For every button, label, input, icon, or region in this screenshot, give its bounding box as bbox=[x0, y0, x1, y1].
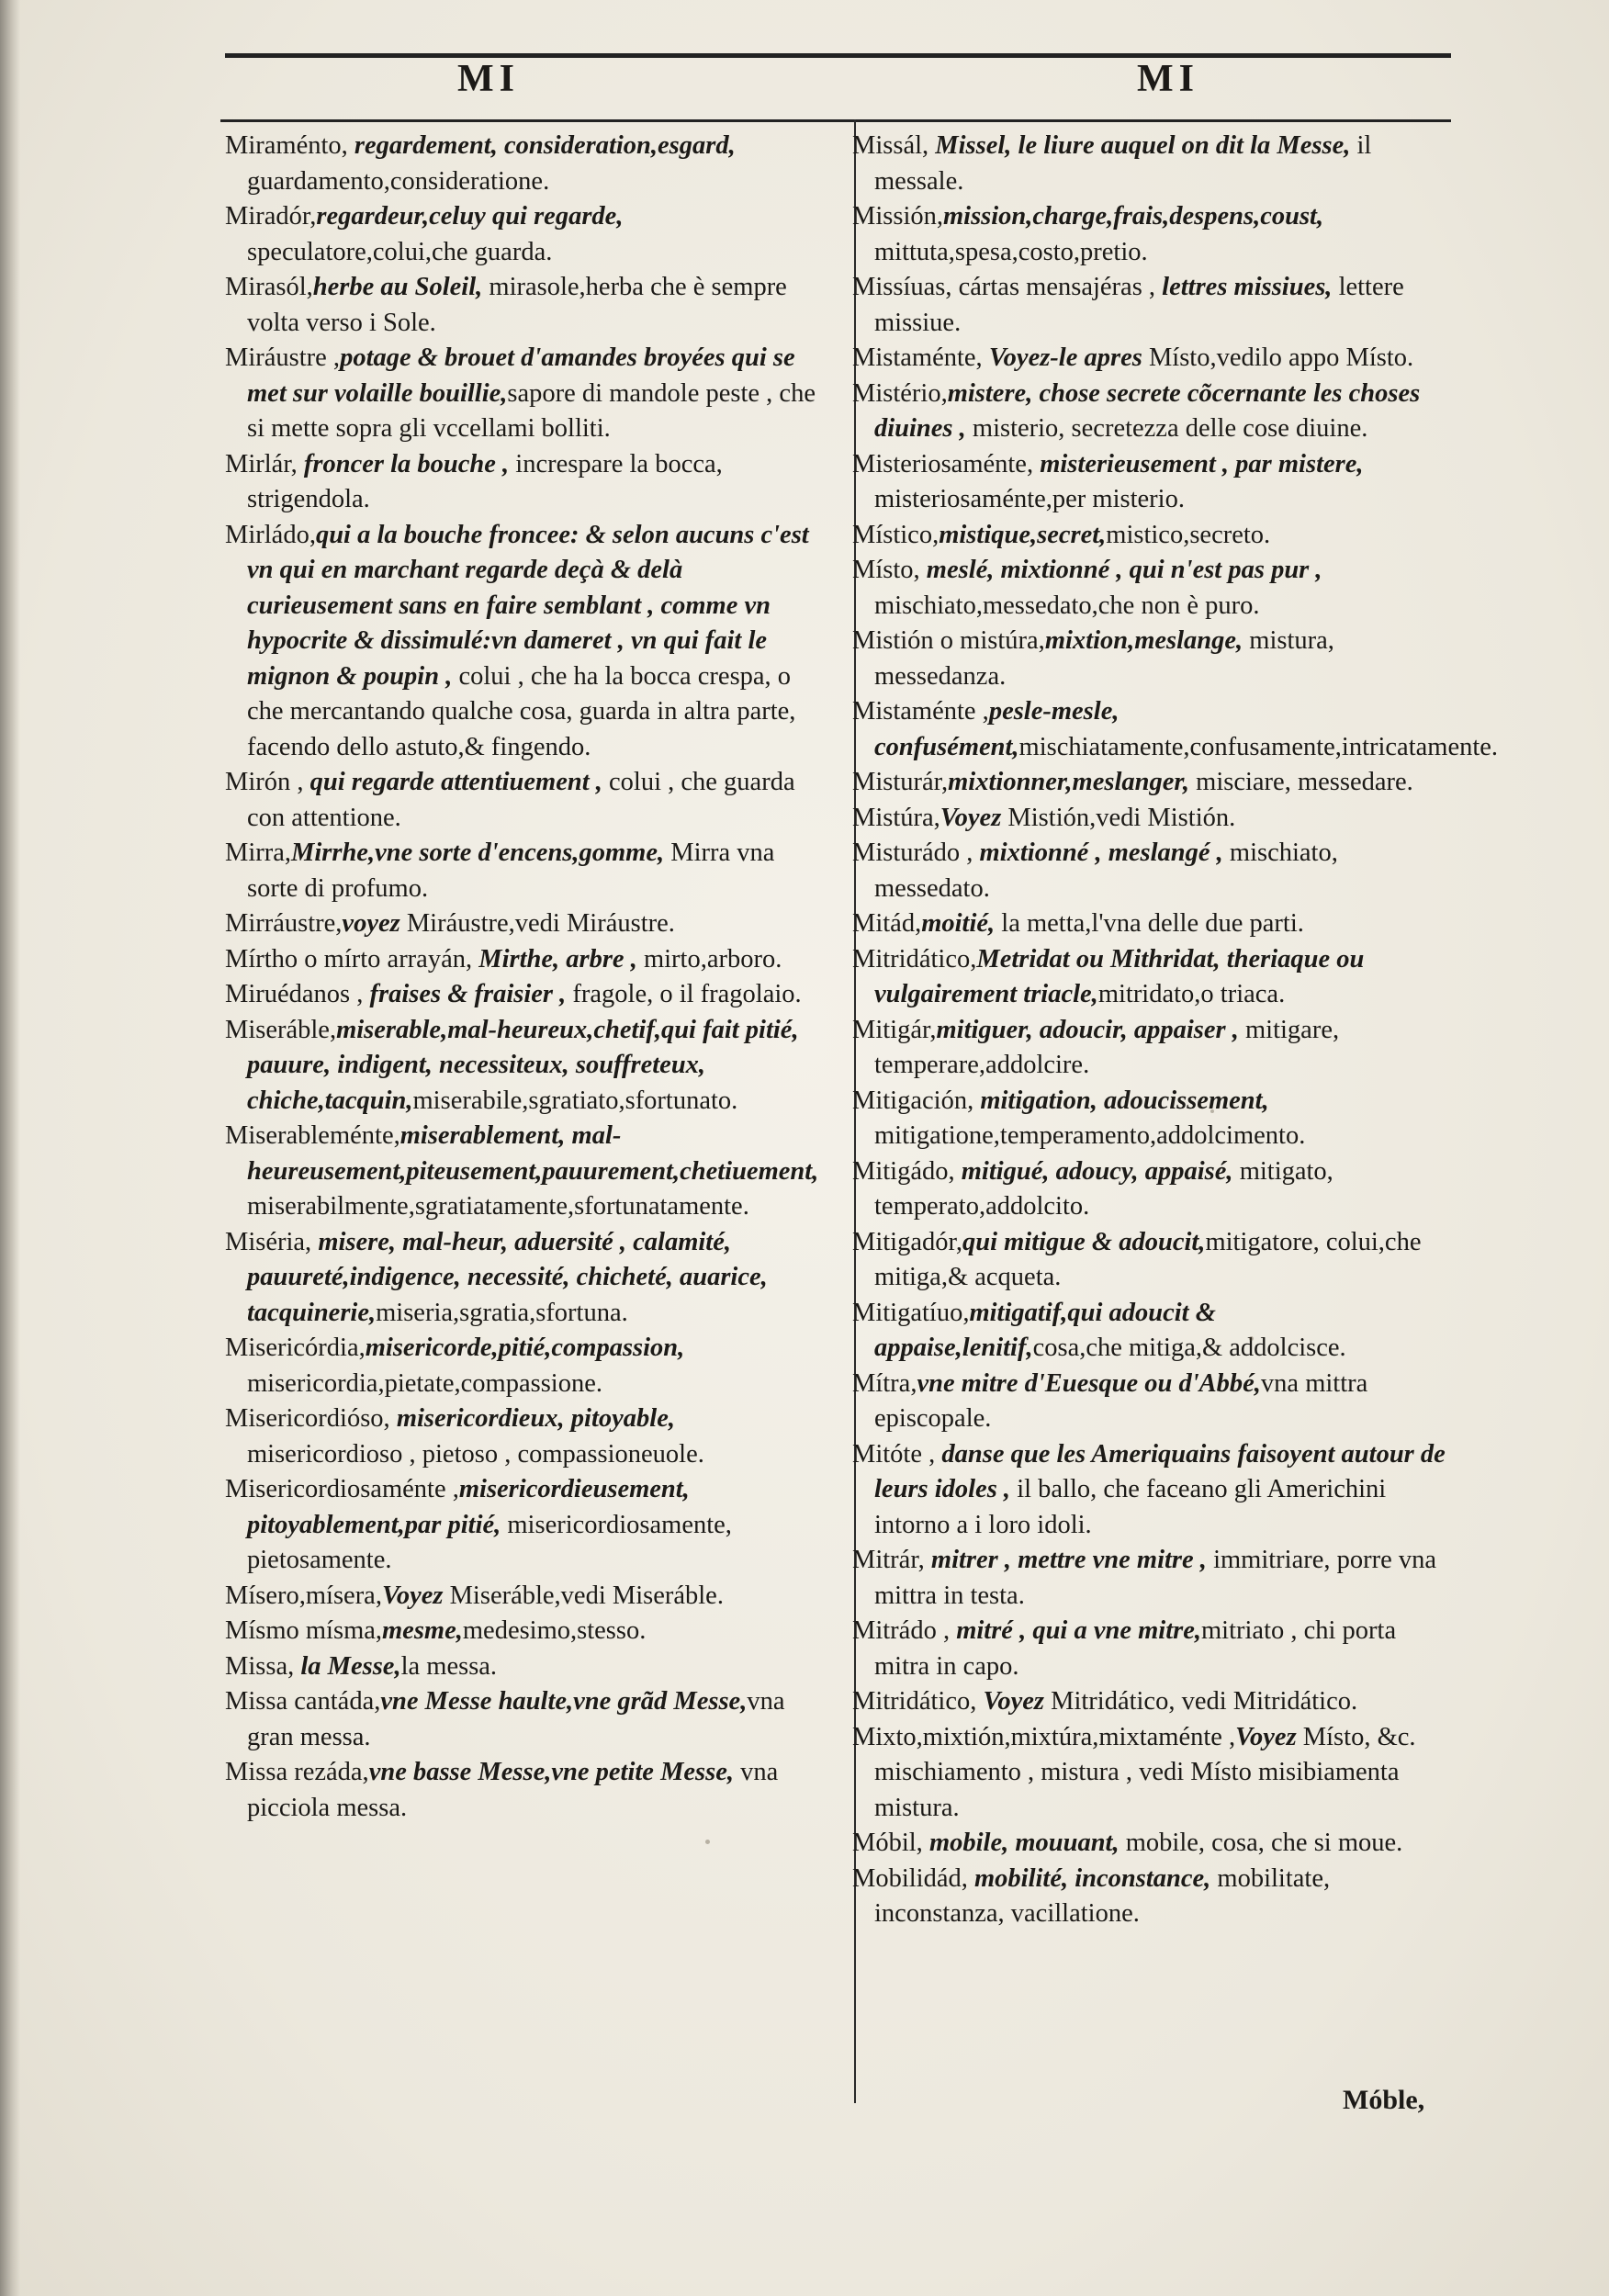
header-rule bbox=[220, 119, 1451, 122]
entry-french: Mirthe, arbre , bbox=[472, 944, 637, 974]
entry-headword: Mistaménte, bbox=[852, 343, 983, 372]
entry-headword: Misteriosaménte, bbox=[852, 449, 1034, 478]
dictionary-entry bbox=[225, 1755, 822, 1826]
entry-french: Metridat ou Mithridat, theriaque ou vulgairement triacle, bbox=[874, 944, 1365, 1008]
binding-shadow bbox=[0, 0, 20, 2296]
entry-italian: mitigato, temperato,addolcito. bbox=[874, 1156, 1333, 1221]
entry-headword: Mitigación, bbox=[852, 1086, 974, 1115]
dictionary-entry bbox=[225, 447, 822, 518]
dictionary-entry bbox=[852, 1720, 1451, 1827]
ink-spot bbox=[1249, 1336, 1254, 1341]
entry-headword: Missíuas, cártas mensajéras , bbox=[852, 273, 1156, 301]
entry-french: froncer la bouche , bbox=[297, 449, 510, 478]
dictionary-entry bbox=[225, 836, 822, 906]
dictionary-entry bbox=[852, 1367, 1451, 1437]
entry-french: miserablement, mal-heureusement,piteusement,pauurement,chetiuement, bbox=[247, 1121, 819, 1186]
entry-italian: mischiatamente,confusamente,intricatamente. bbox=[1018, 732, 1499, 761]
entry-italian: il ballo, che faceano gli Americhini intorno a i loro idoli. bbox=[874, 1475, 1387, 1539]
entry-headword: Mirlár, bbox=[225, 449, 298, 478]
dictionary-entry bbox=[852, 1225, 1451, 1296]
entry-italian: il messale. bbox=[874, 131, 1372, 196]
entry-italian: miserabilmente,sgratiatamente,sfortunatamente. bbox=[247, 1192, 749, 1221]
dictionary-entry bbox=[225, 270, 822, 341]
dictionary-entry bbox=[852, 1826, 1451, 1862]
dictionary-entry bbox=[225, 1331, 822, 1401]
entry-italian: misteriosaménte,per misterio. bbox=[874, 485, 1185, 513]
entry-italian: cosa,che mitiga,& addolcisce. bbox=[1032, 1334, 1346, 1362]
entry-headword: Mitrádo , bbox=[852, 1616, 951, 1645]
entry-headword: Miraménto, bbox=[225, 131, 348, 160]
entry-headword: Mísero,mísera, bbox=[225, 1581, 382, 1610]
entry-italian: sapore di mandole peste , che si mette sopra gli vccellami bolliti. bbox=[247, 378, 816, 443]
entry-italian: Místo,vedilo appo Místo. bbox=[1142, 343, 1414, 372]
entry-french: mistere, chose secrete cõcernante les choses diuines , bbox=[874, 378, 1421, 443]
entry-italian: immitriare, porre vna mittra in testa. bbox=[874, 1546, 1437, 1610]
entry-italian: fragole, o il fragolaio. bbox=[566, 980, 802, 1008]
ink-spot bbox=[1210, 1109, 1214, 1113]
entry-italian: mitigatione,temperamento,addolcimento. bbox=[874, 1121, 1306, 1150]
dictionary-entry bbox=[852, 624, 1451, 694]
entry-italian: mirto,arboro. bbox=[636, 944, 782, 974]
entry-italian: mitriato , chi porta mitra in capo. bbox=[874, 1616, 1397, 1681]
dictionary-entry bbox=[225, 1649, 822, 1685]
dictionary-entry bbox=[225, 1119, 822, 1225]
entry-headword: Misericordióso, bbox=[225, 1404, 390, 1433]
entry-italian: Mitridático, vedi Mitridático. bbox=[1043, 1687, 1358, 1716]
entry-french: potage & brouet d'amandes broyées qui se met sur volaille bouillie, bbox=[247, 343, 795, 408]
dictionary-entry bbox=[852, 447, 1451, 518]
dictionary-entry bbox=[225, 1614, 822, 1649]
entry-french: misericordieux, pitoyable, bbox=[389, 1404, 675, 1433]
entry-italian: misericordiosamente, pietosamente. bbox=[247, 1510, 732, 1574]
entry-headword: Mirón , bbox=[225, 768, 304, 796]
entry-italian: guardamento,consideratione. bbox=[247, 166, 550, 196]
entry-headword: Mísmo mísma, bbox=[225, 1616, 383, 1645]
dictionary-entry bbox=[852, 801, 1451, 837]
entry-italian: mittuta,spesa,costo,pretio. bbox=[874, 237, 1148, 266]
entry-headword: Missa rezáda, bbox=[225, 1758, 369, 1786]
entry-french: fraises & fraisier , bbox=[363, 980, 567, 1008]
top-rule bbox=[225, 53, 1451, 58]
entry-french: Missel, le liure auquel on dit la Messe, bbox=[928, 131, 1351, 160]
entry-headword: Misturádo , bbox=[852, 838, 973, 867]
dictionary-entry bbox=[852, 129, 1451, 199]
left-column bbox=[225, 129, 822, 1826]
entry-headword: Mitigár, bbox=[852, 1015, 937, 1044]
entry-italian: Miseráble,vedi Miseráble. bbox=[443, 1581, 724, 1610]
dictionary-entry bbox=[852, 906, 1451, 942]
entry-french: qui mitigue & adoucit, bbox=[962, 1227, 1206, 1256]
entry-headword: Miruédanos , bbox=[225, 980, 364, 1008]
entry-italian: colui , che ha la bocca crespa, o che mercantando qualche cosa, guarda in altra parte, facendo dello astuto,& fingendo. bbox=[247, 661, 796, 761]
entry-french: mitiguer, adoucir, appaiser , bbox=[936, 1015, 1239, 1044]
running-head-left: MI bbox=[457, 58, 520, 100]
dictionary-entry bbox=[852, 377, 1451, 447]
entry-headword: Miradór, bbox=[225, 202, 317, 231]
entry-headword: Místico, bbox=[852, 520, 940, 549]
entry-italian: misericordioso , pietoso , compassioneuole. bbox=[247, 1439, 704, 1469]
entry-headword: Missa cantáda, bbox=[225, 1687, 381, 1716]
entry-french: mixtionner,meslanger, bbox=[948, 768, 1190, 796]
entry-headword: Mistaménte , bbox=[852, 697, 989, 726]
entry-french: lettres missiues, bbox=[1155, 273, 1333, 301]
entry-french: mistique,secret, bbox=[939, 520, 1107, 549]
entry-italian: misterio, secretezza delle cose diuine. bbox=[965, 414, 1368, 443]
entry-french: Voyez bbox=[940, 803, 1002, 832]
dictionary-entry bbox=[225, 1225, 822, 1332]
entry-headword: Mobilidád, bbox=[852, 1863, 968, 1893]
entry-italian: mitridato,o triaca. bbox=[1097, 980, 1286, 1008]
entry-headword: Missál, bbox=[852, 131, 929, 160]
entry-french: misericorde,pitié,compassion, bbox=[365, 1334, 685, 1362]
entry-italian: la messa. bbox=[400, 1651, 498, 1681]
dictionary-entry bbox=[225, 906, 822, 942]
entry-french: mitigué, adoucy, appaisé, bbox=[954, 1156, 1233, 1186]
entry-french: mesme, bbox=[382, 1616, 463, 1645]
running-head-right: MI bbox=[1137, 58, 1199, 100]
entry-headword: Mirráustre, bbox=[225, 909, 343, 938]
dictionary-entry bbox=[225, 765, 822, 836]
dictionary-entry bbox=[852, 1154, 1451, 1225]
entry-italian: mischiato, messedato. bbox=[874, 838, 1338, 903]
entry-french: Voyez bbox=[1235, 1722, 1297, 1751]
dictionary-entry bbox=[852, 341, 1451, 377]
dictionary-entry bbox=[852, 694, 1499, 765]
dictionary-entry bbox=[225, 1579, 822, 1615]
entry-headword: Misericordiosaménte , bbox=[225, 1475, 459, 1503]
entry-french: meslé, mixtionné , qui n'est pas pur , bbox=[919, 556, 1322, 584]
dictionary-entry bbox=[225, 977, 822, 1013]
entry-italian: mistura, messedanza. bbox=[874, 626, 1334, 691]
entry-french: mission,charge,frais,despens,coust, bbox=[943, 202, 1324, 231]
entry-french: miserable,mal-heureux,chetif,qui fait pitié, pauure, indigent, necessiteux, souffreteux, chiche,tacquin, bbox=[247, 1015, 799, 1115]
entry-headword: Missa, bbox=[225, 1651, 295, 1681]
entry-headword: Miséria, bbox=[225, 1227, 312, 1256]
entry-french: Voyez bbox=[976, 1687, 1044, 1716]
dictionary-entry bbox=[852, 518, 1451, 554]
entry-italian: miserabile,sgratiato,sfortunato. bbox=[412, 1086, 738, 1115]
entry-italian: mitigare, temperare,addolcire. bbox=[874, 1015, 1340, 1079]
entry-french: pesle-mesle, confusément, bbox=[874, 697, 1120, 761]
dictionary-entry bbox=[225, 129, 822, 199]
dictionary-entry bbox=[852, 942, 1451, 1013]
entry-italian: misericordia,pietate,compassione. bbox=[247, 1368, 602, 1398]
dictionary-entry bbox=[852, 1084, 1451, 1154]
dictionary-entry bbox=[225, 341, 822, 447]
entry-headword: Místo, bbox=[852, 556, 920, 584]
entry-headword: Mitigatíuo, bbox=[852, 1298, 970, 1327]
entry-headword: Miseráble, bbox=[225, 1015, 337, 1044]
entry-italian: lettere missiue. bbox=[874, 273, 1404, 337]
entry-italian: mobilitate, inconstanza, vacillatione. bbox=[874, 1863, 1331, 1928]
entry-french: la Messe, bbox=[294, 1651, 401, 1681]
entry-headword: Miráustre , bbox=[225, 343, 341, 372]
entry-headword: Mitridático, bbox=[852, 944, 977, 974]
entry-headword: Mistério, bbox=[852, 378, 948, 408]
dictionary-entry bbox=[852, 1614, 1451, 1684]
entry-italian: Mistión,vedi Mistión. bbox=[1001, 803, 1236, 832]
entry-french: vne Messe haulte,vne grãd Messe, bbox=[380, 1687, 748, 1716]
entry-french: vne basse Messe,vne petite Messe, bbox=[368, 1758, 735, 1786]
entry-italian: Mirra vna sorte di profumo. bbox=[247, 838, 775, 903]
catchword: Móble, bbox=[1343, 2085, 1425, 2115]
entry-french: herbe au Soleil, bbox=[312, 273, 483, 301]
entry-french: regardeur,celuy qui regarde, bbox=[316, 202, 624, 231]
entry-french: mitré , qui a vne mitre, bbox=[950, 1616, 1201, 1645]
dictionary-entry bbox=[225, 1013, 822, 1120]
entry-headword: Misericórdia, bbox=[225, 1334, 366, 1362]
entry-french: qui a la bouche froncee: & selon aucuns c'est vn qui en marchant regarde deçà & delà curieusement sans en faire semblant , comme vn hypocrite & dissimulé:vn dameret , vn qui fait le mignon & poupin , bbox=[247, 520, 809, 691]
entry-headword: Mítra, bbox=[852, 1368, 917, 1398]
dictionary-entry bbox=[225, 1401, 822, 1472]
entry-italian: speculatore,colui,che guarda. bbox=[247, 237, 553, 266]
entry-french: mitigatif,qui adoucit & appaise,lenitif, bbox=[874, 1298, 1216, 1362]
entry-headword: Mirládo, bbox=[225, 520, 316, 549]
entry-headword: Mistúra, bbox=[852, 803, 940, 832]
entry-french: mitigation, adoucissement, bbox=[973, 1086, 1269, 1115]
entry-headword: Mitigadór, bbox=[852, 1227, 962, 1256]
entry-italian: Miráustre,vedi Miráustre. bbox=[399, 909, 675, 938]
entry-french: Voyez-le apres bbox=[982, 343, 1142, 372]
entry-italian: colui , che guarda con attentione. bbox=[247, 768, 795, 832]
entry-italian: mobile, cosa, che si moue. bbox=[1119, 1829, 1403, 1857]
entry-headword: Misturár, bbox=[852, 768, 949, 796]
entry-italian: mistico,secreto. bbox=[1106, 520, 1271, 549]
dictionary-entry bbox=[225, 1684, 822, 1755]
entry-french: regardement, consideration,esgard, bbox=[347, 131, 736, 160]
right-column bbox=[852, 129, 1499, 1932]
entry-french: Voyez bbox=[381, 1581, 444, 1610]
entry-headword: Mitigádo, bbox=[852, 1156, 955, 1186]
entry-italian: vna gran messa. bbox=[247, 1687, 785, 1751]
entry-french: mitrer , mettre vne mitre , bbox=[924, 1546, 1207, 1574]
entry-french: Mirrhe,vne sorte d'encens,gomme, bbox=[291, 838, 665, 867]
entry-italian: vna mittra episcopale. bbox=[874, 1368, 1368, 1433]
entry-french: misterieusement , par mistere, bbox=[1033, 449, 1364, 478]
dictionary-entry bbox=[852, 765, 1451, 801]
ink-spot bbox=[705, 1840, 710, 1844]
entry-italian: medesimo,stesso. bbox=[462, 1616, 647, 1645]
entry-italian: Místo, &c. mischiamento , mistura , vedi Místo misibiamenta mistura. bbox=[874, 1722, 1416, 1822]
dictionary-entry bbox=[852, 199, 1451, 270]
entry-headword: Mixto,mixtión,mixtúra,mixtaménte , bbox=[852, 1722, 1236, 1751]
entry-headword: Mistión o mistúra, bbox=[852, 626, 1045, 655]
entry-headword: Mitrár, bbox=[852, 1546, 925, 1574]
entry-french: mobilité, inconstance, bbox=[967, 1863, 1211, 1893]
dictionary-entry bbox=[852, 1862, 1451, 1932]
entry-italian: misciare, messedare. bbox=[1189, 768, 1413, 796]
entry-headword: Mitridático, bbox=[852, 1687, 977, 1716]
dictionary-entry bbox=[852, 1543, 1451, 1614]
entry-french: vne mitre d'Euesque ou d'Abbé, bbox=[917, 1368, 1261, 1398]
entry-italian: vna picciola messa. bbox=[247, 1758, 779, 1822]
entry-italian: increspare la bocca, strigendola. bbox=[247, 449, 723, 513]
dictionary-entry bbox=[852, 1437, 1451, 1544]
dictionary-entry bbox=[852, 553, 1451, 624]
dictionary-entry bbox=[852, 1013, 1451, 1084]
entry-french: misericordieusement, pitoyablement,par pitié, bbox=[247, 1475, 690, 1539]
entry-italian: la metta,l'vna delle due parti. bbox=[995, 909, 1304, 938]
dictionary-entry bbox=[225, 942, 822, 978]
dictionary-entry bbox=[225, 518, 822, 766]
entry-italian: mischiato,messedato,che non è puro. bbox=[874, 591, 1260, 620]
entry-headword: Miserableménte, bbox=[225, 1121, 400, 1150]
entry-headword: Mitóte , bbox=[852, 1439, 936, 1469]
entry-headword: Móbil, bbox=[852, 1829, 923, 1857]
entry-headword: Mirasól, bbox=[225, 273, 313, 301]
entry-french: voyez bbox=[342, 909, 400, 938]
entry-italian: mirasole,herba che è sempre volta verso i Sole. bbox=[247, 273, 787, 337]
dictionary-entry bbox=[852, 1684, 1451, 1720]
entry-headword: Missión, bbox=[852, 202, 943, 231]
entry-french: danse que les Ameriquains faisoyent autour de leurs idoles , bbox=[874, 1439, 1446, 1503]
dictionary-entry bbox=[225, 199, 822, 270]
entry-french: mobile, mouuant, bbox=[922, 1829, 1120, 1857]
entry-french: qui regarde attentiuement , bbox=[303, 768, 602, 796]
entry-french: moitié, bbox=[921, 909, 996, 938]
dictionary-entry bbox=[852, 1296, 1451, 1367]
entry-italian: miseria,sgratia,sfortuna. bbox=[376, 1298, 628, 1327]
dictionary-entry bbox=[852, 836, 1451, 906]
entry-headword: Mírtho o mírto arrayán, bbox=[225, 944, 473, 974]
dictionary-entry bbox=[225, 1472, 822, 1579]
entry-french: mixtionné , meslangé , bbox=[973, 838, 1223, 867]
entry-french: misere, mal-heur, aduersité , calamité, pauureté,indigence, necessité, chicheté, auarice, tacquinerie, bbox=[247, 1227, 768, 1327]
entry-headword: Mirra, bbox=[225, 838, 292, 867]
entry-headword: Mitád, bbox=[852, 909, 922, 938]
entry-italian: mitigatore, colui,che mitiga,& acqueta. bbox=[874, 1227, 1422, 1291]
entry-french: mixtion,meslange, bbox=[1044, 626, 1243, 655]
dictionary-entry bbox=[852, 270, 1451, 341]
